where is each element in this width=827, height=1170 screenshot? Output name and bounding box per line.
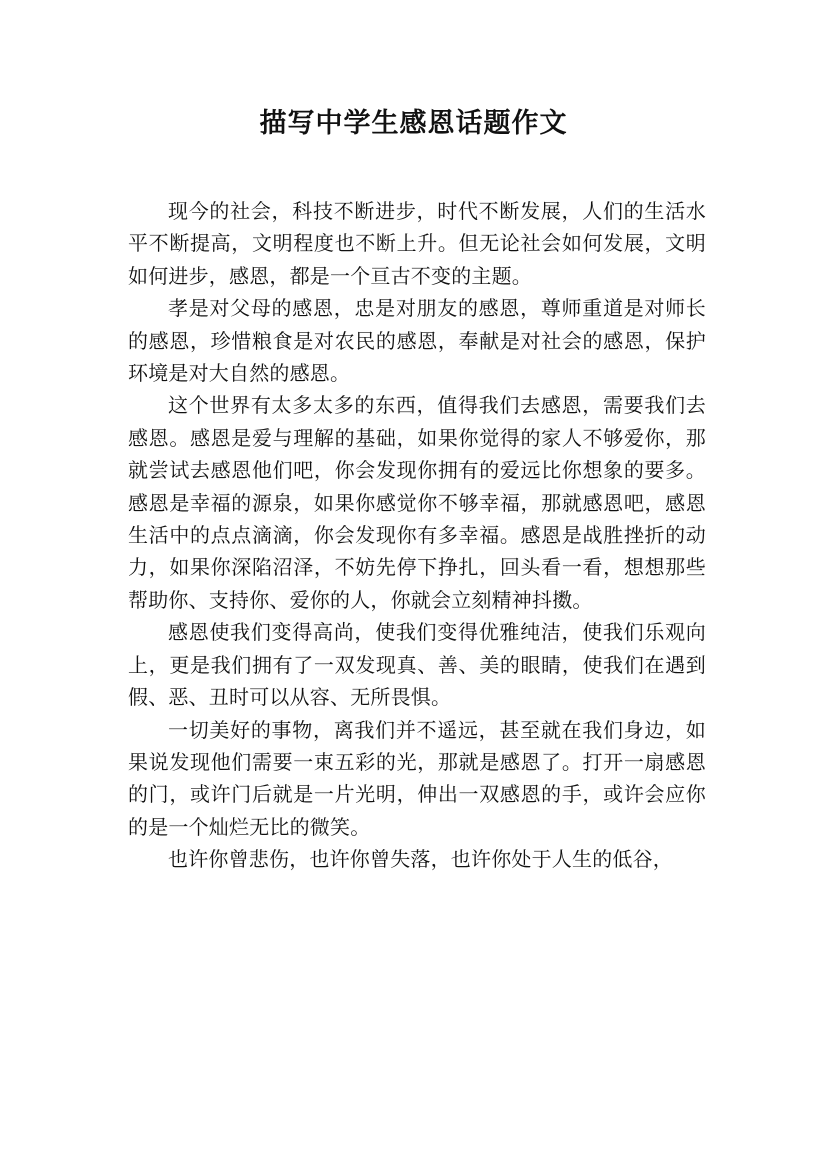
paragraph-4: 感恩使我们变得高尚，使我们变得优雅纯洁，使我们乐观向上，更是我们拥有了一双发现真、善、美的眼睛，使我们在遇到假、恶、丑时可以从容、无所畏惧。 (128, 620, 706, 710)
paragraph-6: 也许你曾悲伤，也许你曾失落，也许你处于人生的低谷， (168, 847, 673, 872)
paragraph-1: 现今的社会，科技不断进步，时代不断发展，人们的生活水平不断提高，文明程度也不断上升。但无论社会如何发展，文明如何进步，感恩，都是一个亘古不变的主题。 (128, 199, 706, 288)
paragraph-5: 一切美好的事物，离我们并不遥远，甚至就在我们身边，如果说发现他们需要一束五彩的光，那就是感恩了。打开一扇感恩的门，或许门后就是一片光明，伸出一双感恩的手，或许会应你的是一个灿烂无比的微笑。 (128, 717, 706, 839)
paragraph-2: 孝是对父母的感恩，忠是对朋友的感恩，尊师重道是对师长的感恩，珍惜粮食是对农民的感恩，奉献是对社会的感恩，保护环境是对大自然的感恩。 (128, 296, 706, 386)
paragraph-3: 这个世界有太多太多的东西，值得我们去感恩，需要我们去感恩。感恩是爱与理解的基础，如果你觉得的家人不够爱你，那就尝试去感恩他们吧，你会发现你拥有的爱远比你想象的要多。感恩是幸福的源泉，如果你感觉你不够幸福，那就感恩吧，感恩生活中的点点滴滴，你会发现你有多幸福。感恩是战胜挫折的动力，如果你深陷沼泽，不妨先停下挣扎，回头看一看，想想那些帮助你、支持你、爱你的人，你就会立刻精神抖擞。 (128, 393, 706, 612)
document-title: 描写中学生感恩话题作文 (259, 108, 568, 139)
document-body (128, 195, 706, 876)
